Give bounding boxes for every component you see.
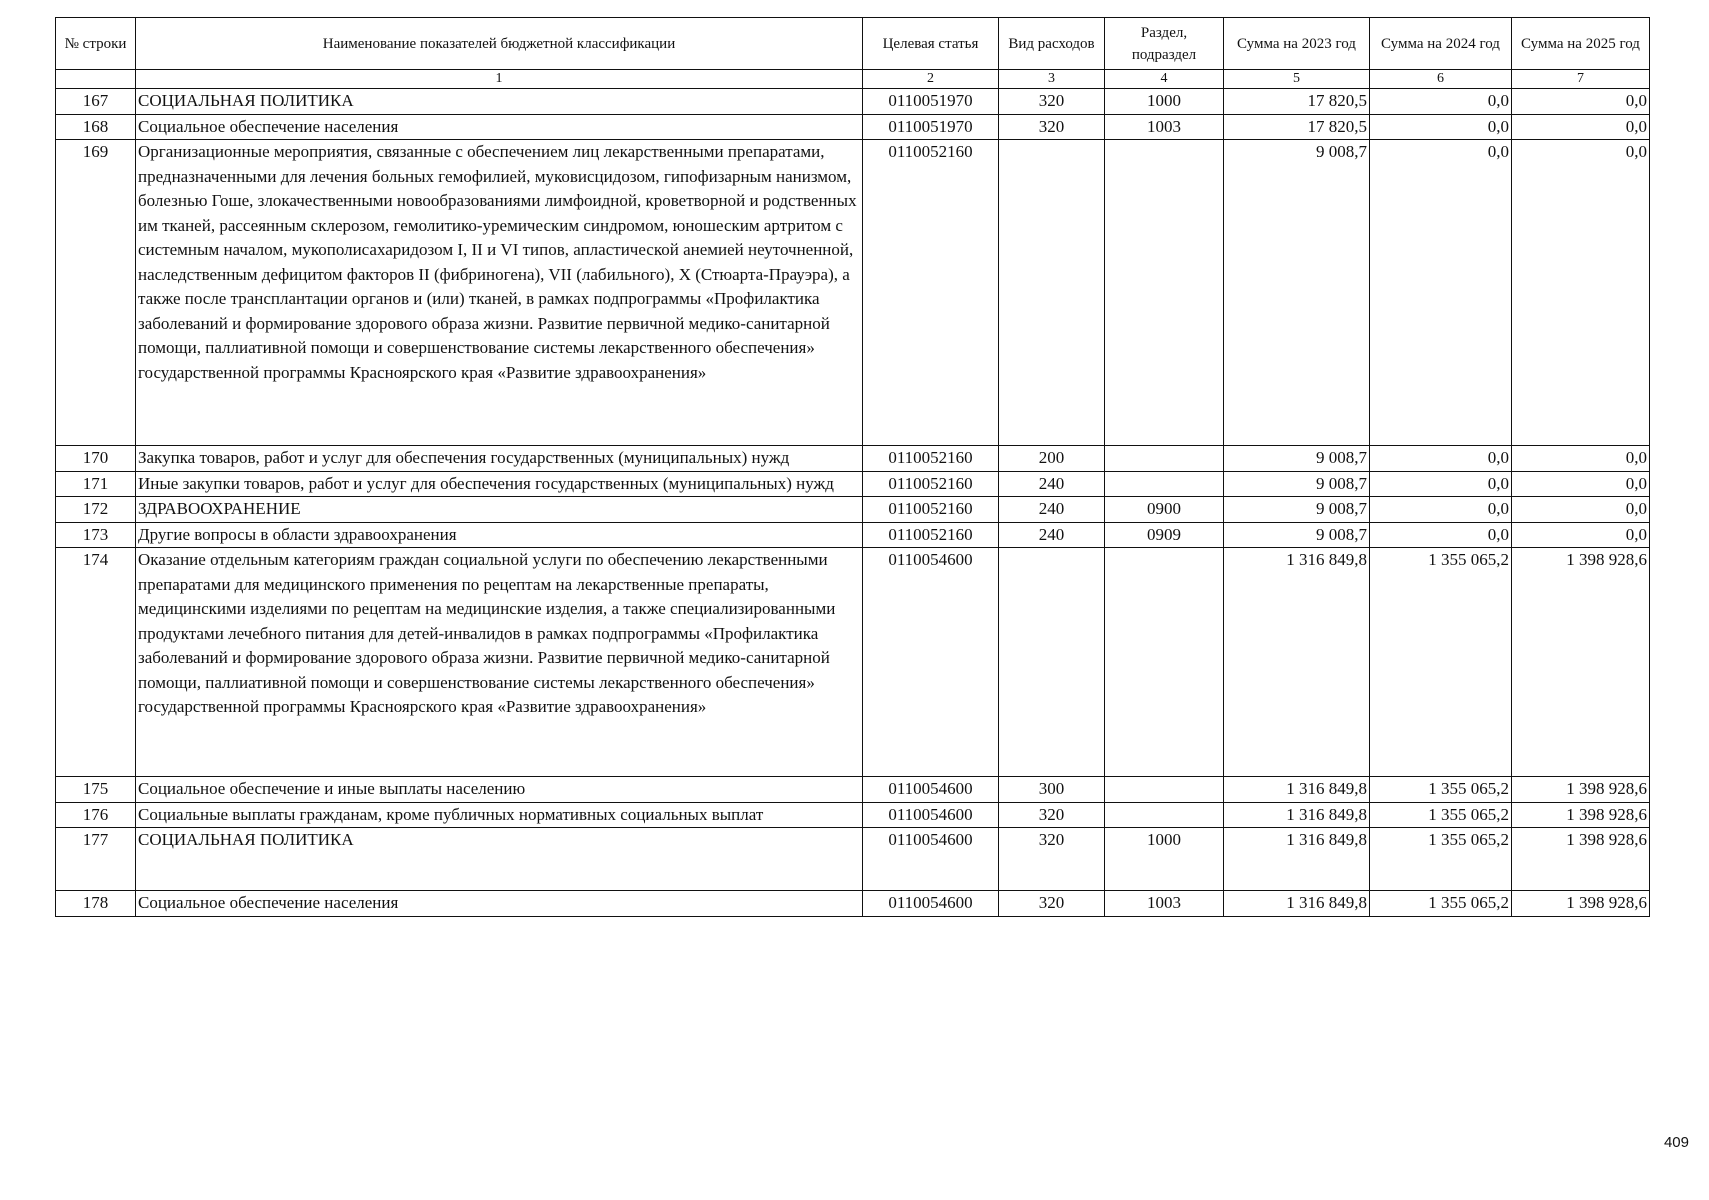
row-expense-type: 320 bbox=[999, 114, 1105, 140]
row-expense-type: 200 bbox=[999, 446, 1105, 472]
column-number: 3 bbox=[999, 70, 1105, 89]
row-name: Социальное обеспечение населения bbox=[136, 114, 863, 140]
row-number: 171 bbox=[56, 471, 136, 497]
row-number: 173 bbox=[56, 522, 136, 548]
row-target: 0110054600 bbox=[863, 891, 999, 917]
row-expense-type bbox=[999, 140, 1105, 446]
row-expense-type: 300 bbox=[999, 777, 1105, 803]
row-sum-2024: 1 355 065,2 bbox=[1370, 777, 1512, 803]
row-target: 0110052160 bbox=[863, 522, 999, 548]
row-sum-2024: 0,0 bbox=[1370, 446, 1512, 472]
row-sum-2024: 0,0 bbox=[1370, 522, 1512, 548]
row-number: 167 bbox=[56, 89, 136, 115]
header-sum-2025: Сумма на 2025 год bbox=[1512, 18, 1650, 70]
row-sum-2025: 1 398 928,6 bbox=[1512, 828, 1650, 891]
row-name: ЗДРАВООХРАНЕНИЕ bbox=[136, 497, 863, 523]
table-row bbox=[56, 828, 1650, 891]
row-sum-2023: 1 316 849,8 bbox=[1224, 828, 1370, 891]
row-number: 175 bbox=[56, 777, 136, 803]
row-expense-type: 240 bbox=[999, 497, 1105, 523]
row-expense-type: 320 bbox=[999, 89, 1105, 115]
row-section bbox=[1105, 140, 1224, 446]
row-sum-2024: 0,0 bbox=[1370, 497, 1512, 523]
row-name: СОЦИАЛЬНАЯ ПОЛИТИКА bbox=[136, 89, 863, 115]
header-expense-type: Вид расходов bbox=[999, 18, 1105, 70]
row-sum-2023: 1 316 849,8 bbox=[1224, 777, 1370, 803]
row-section: 0909 bbox=[1105, 522, 1224, 548]
row-section bbox=[1105, 446, 1224, 472]
row-sum-2023: 17 820,5 bbox=[1224, 89, 1370, 115]
table-row bbox=[56, 497, 1650, 523]
row-target: 0110051970 bbox=[863, 114, 999, 140]
header-name: Наименование показателей бюджетной классификации bbox=[136, 18, 863, 70]
row-expense-type: 320 bbox=[999, 828, 1105, 891]
column-number: 2 bbox=[863, 70, 999, 89]
row-target: 0110052160 bbox=[863, 446, 999, 472]
table-row bbox=[56, 471, 1650, 497]
row-name: Социальное обеспечение и иные выплаты населению bbox=[136, 777, 863, 803]
row-sum-2024: 1 355 065,2 bbox=[1370, 802, 1512, 828]
row-sum-2025: 0,0 bbox=[1512, 140, 1650, 446]
row-sum-2025: 1 398 928,6 bbox=[1512, 548, 1650, 777]
row-name: СОЦИАЛЬНАЯ ПОЛИТИКА bbox=[136, 828, 863, 891]
row-expense-type: 320 bbox=[999, 891, 1105, 917]
row-target: 0110054600 bbox=[863, 548, 999, 777]
row-target: 0110052160 bbox=[863, 471, 999, 497]
row-sum-2024: 0,0 bbox=[1370, 89, 1512, 115]
row-target: 0110052160 bbox=[863, 140, 999, 446]
row-sum-2025: 0,0 bbox=[1512, 89, 1650, 115]
row-expense-type: 240 bbox=[999, 522, 1105, 548]
row-sum-2023: 9 008,7 bbox=[1224, 446, 1370, 472]
row-sum-2025: 0,0 bbox=[1512, 471, 1650, 497]
column-number: 4 bbox=[1105, 70, 1224, 89]
row-sum-2024: 0,0 bbox=[1370, 114, 1512, 140]
row-target: 0110054600 bbox=[863, 802, 999, 828]
table-row bbox=[56, 522, 1650, 548]
table-row bbox=[56, 140, 1650, 446]
table-row bbox=[56, 777, 1650, 803]
row-section bbox=[1105, 548, 1224, 777]
column-number: 5 bbox=[1224, 70, 1370, 89]
row-sum-2023: 1 316 849,8 bbox=[1224, 548, 1370, 777]
row-expense-type bbox=[999, 548, 1105, 777]
row-expense-type: 240 bbox=[999, 471, 1105, 497]
row-name: Социальное обеспечение населения bbox=[136, 891, 863, 917]
row-expense-type: 320 bbox=[999, 802, 1105, 828]
row-sum-2025: 1 398 928,6 bbox=[1512, 802, 1650, 828]
row-sum-2023: 1 316 849,8 bbox=[1224, 802, 1370, 828]
row-target: 0110051970 bbox=[863, 89, 999, 115]
row-sum-2025: 0,0 bbox=[1512, 446, 1650, 472]
header-target: Целевая статья bbox=[863, 18, 999, 70]
row-number: 169 bbox=[56, 140, 136, 446]
row-sum-2023: 9 008,7 bbox=[1224, 497, 1370, 523]
row-target: 0110052160 bbox=[863, 497, 999, 523]
row-sum-2025: 1 398 928,6 bbox=[1512, 891, 1650, 917]
table-row bbox=[56, 891, 1650, 917]
row-sum-2024: 0,0 bbox=[1370, 471, 1512, 497]
row-section: 1000 bbox=[1105, 89, 1224, 115]
row-sum-2023: 9 008,7 bbox=[1224, 471, 1370, 497]
row-sum-2023: 9 008,7 bbox=[1224, 522, 1370, 548]
column-number: 6 bbox=[1370, 70, 1512, 89]
table-row bbox=[56, 114, 1650, 140]
row-target: 0110054600 bbox=[863, 777, 999, 803]
row-number: 170 bbox=[56, 446, 136, 472]
row-target: 0110054600 bbox=[863, 828, 999, 891]
column-number: 7 bbox=[1512, 70, 1650, 89]
row-name: Другие вопросы в области здравоохранения bbox=[136, 522, 863, 548]
row-name: Иные закупки товаров, работ и услуг для обеспечения государственных (муниципальных) нужд bbox=[136, 471, 863, 497]
budget-table bbox=[55, 17, 1650, 917]
table-header-row bbox=[56, 18, 1650, 70]
row-sum-2025: 1 398 928,6 bbox=[1512, 777, 1650, 803]
row-sum-2023: 17 820,5 bbox=[1224, 114, 1370, 140]
row-sum-2024: 1 355 065,2 bbox=[1370, 891, 1512, 917]
table-row bbox=[56, 89, 1650, 115]
row-name: Организационные мероприятия, связанные с обеспечением лиц лекарственными препаратами, предназначенными для лечения больных гемофилией, муковисцидозом, гипофизарным нанизмом, болезнью Гоше, злокачественными новообразованиями лимфоидной, кроветворной и родственных им тканей, рассеянным склерозом, гемолитико-уремическим синдромом, юношеским артритом с системным началом, мукополисахаридозом I, II и VI типов, апластической анемией неуточненной, наследственным дефицитом факторов II (фибриногена), VII (лабильного), X (Стюарта-Прауэра), а также после трансплантации органов и (или) тканей, в рамках подпрограммы «Профилактика заболеваний и формирование здорового образа жизни. Развитие первичной медико-санитарной помощи, паллиативной помощи и совершенствование системы лекарственного обеспечения» государственной программы Красноярского края «Развитие здравоохранения» bbox=[136, 140, 863, 446]
row-sum-2025: 0,0 bbox=[1512, 497, 1650, 523]
row-number: 177 bbox=[56, 828, 136, 891]
row-name: Закупка товаров, работ и услуг для обеспечения государственных (муниципальных) нужд bbox=[136, 446, 863, 472]
table-row bbox=[56, 802, 1650, 828]
column-number-row bbox=[56, 70, 1650, 89]
table-row bbox=[56, 548, 1650, 777]
page-number: 409 bbox=[1663, 1134, 1689, 1151]
column-number: 1 bbox=[136, 70, 863, 89]
row-number: 176 bbox=[56, 802, 136, 828]
row-sum-2025: 0,0 bbox=[1512, 114, 1650, 140]
table-row bbox=[56, 446, 1650, 472]
header-section: Раздел, подраздел bbox=[1105, 18, 1224, 70]
row-section: 1003 bbox=[1105, 891, 1224, 917]
row-section: 1000 bbox=[1105, 828, 1224, 891]
row-section: 1003 bbox=[1105, 114, 1224, 140]
header-row-no: № строки bbox=[56, 18, 136, 70]
row-name: Оказание отдельным категориям граждан социальной услуги по обеспечению лекарственными препаратами для медицинского применения по рецептам на лекарственные препараты, медицинскими изделиями по рецептам на медицинские изделия, а также специализированными продуктами лечебного питания для детей-инвалидов в рамках подпрограммы «Профилактика заболеваний и формирование здорового образа жизни. Развитие первичной медико-санитарной помощи, паллиативной помощи и совершенствование системы лекарственного обеспечения» государственной программы Красноярского края «Развитие здравоохранения» bbox=[136, 548, 863, 777]
row-number: 174 bbox=[56, 548, 136, 777]
row-section bbox=[1105, 777, 1224, 803]
header-sum-2023: Сумма на 2023 год bbox=[1224, 18, 1370, 70]
row-sum-2023: 1 316 849,8 bbox=[1224, 891, 1370, 917]
row-number: 178 bbox=[56, 891, 136, 917]
row-sum-2024: 0,0 bbox=[1370, 140, 1512, 446]
row-sum-2025: 0,0 bbox=[1512, 522, 1650, 548]
row-sum-2024: 1 355 065,2 bbox=[1370, 828, 1512, 891]
column-number bbox=[56, 70, 136, 89]
row-section bbox=[1105, 471, 1224, 497]
row-section: 0900 bbox=[1105, 497, 1224, 523]
header-sum-2024: Сумма на 2024 год bbox=[1370, 18, 1512, 70]
row-number: 168 bbox=[56, 114, 136, 140]
row-sum-2024: 1 355 065,2 bbox=[1370, 548, 1512, 777]
row-section bbox=[1105, 802, 1224, 828]
row-number: 172 bbox=[56, 497, 136, 523]
row-sum-2023: 9 008,7 bbox=[1224, 140, 1370, 446]
row-name: Социальные выплаты гражданам, кроме публичных нормативных социальных выплат bbox=[136, 802, 863, 828]
